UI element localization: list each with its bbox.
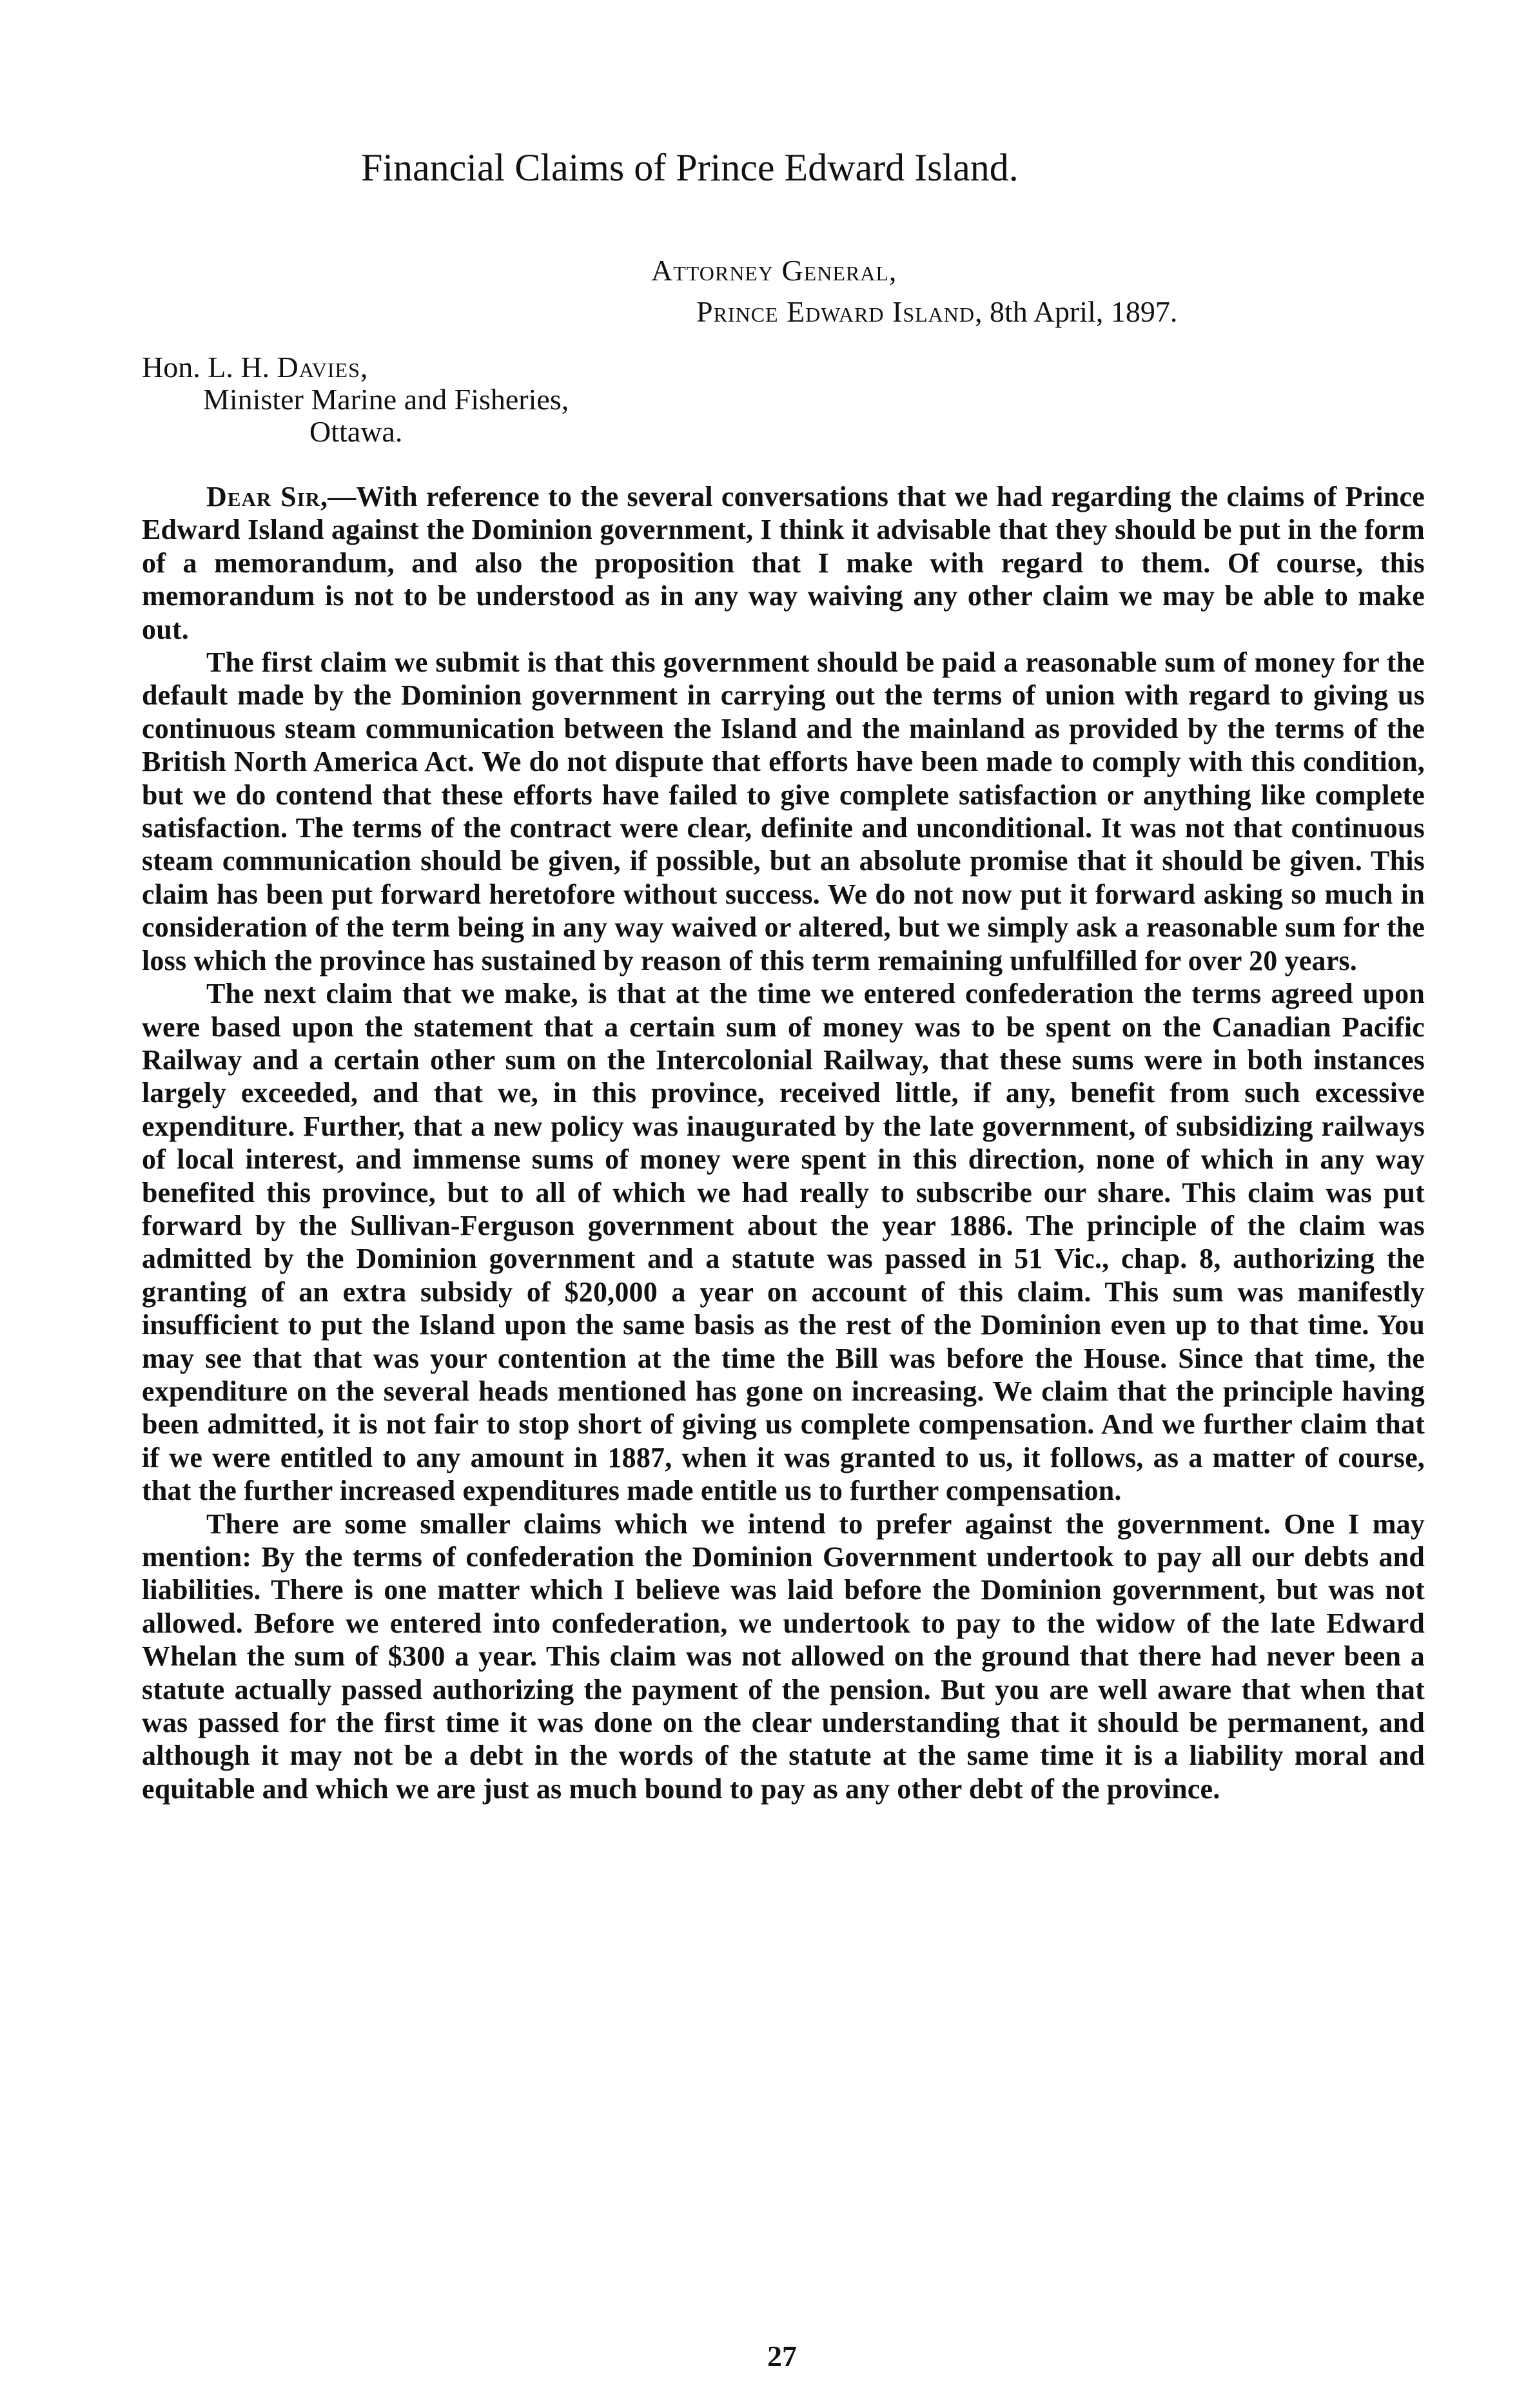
paragraph-4: There are some smaller claims which we intend to prefer against the government. One I may mention: By the terms of confederation the Dominion Government undertook to pay all our debts and liabilities. There is one matter which I believe was laid before the Dominion government, but was not allowed. Before we entered into confederation, we undertook to pay to the widow of the late Edward Whelan the sum of $300 a year. This claim was not allowed on the ground that there had never been a statute actually passed authorizing the payment of the pension. But you are well aware that when that was passed for the first time it was done on the clear understanding that it should be permanent, and although it may not be a debt in the words of the statute at the same time it is a liability moral and equitable and which we are just as much bound to pay as any other debt of the province. xyxy=(142,1508,1425,1805)
recipient-surname: Davies xyxy=(277,351,360,384)
recipient-block xyxy=(142,351,569,448)
document-title: Financial Claims of Prince Edward Island. xyxy=(361,146,1019,189)
sender-place-date xyxy=(651,291,1177,333)
recipient-title: Minister Marine and Fisheries, xyxy=(203,383,569,416)
paragraph-2: The first claim we submit is that this government should be paid a reasonable sum of money for the default made by the Dominion government in carrying out the terms of union with regard to giving us continuous steam communication between the Island and the mainland as provided by the terms of the British North America Act. We do not dispute that efforts have been made to comply with this condition, but we do contend that these efforts have failed to give complete satisfaction or anything like complete satisfaction. The terms of the contract were clear, definite and unconditional. It was not that continuous steam communication should be given, if possible, but an absolute promise that it should be given. This claim has been put forward heretofore without success. We do not now put it forward asking so much in consideration of the term being in any way waived or altered, but we simply ask a reasonable sum for the loss which the province has sustained by reason of this term remaining unfulfilled for over 20 years. xyxy=(142,646,1425,976)
sender-block xyxy=(651,250,1177,333)
salutation: Dear Sir xyxy=(206,481,321,512)
sender-office: Attorney General, xyxy=(651,254,897,287)
sender-date: , 8th April, 1897. xyxy=(975,295,1178,328)
paragraph-1-text: ,—With reference to the several conversations that we had regarding the claims of Prince Edward Island against the Dominion government, I think it advisable that they should be put in the form of a memorandum, and also the proposition that I make with regard to them. Of course, this memorandum is not to be understood as in any way waiving any other claim we may be able to make out. xyxy=(142,481,1425,645)
page-number: 27 xyxy=(767,2340,797,2373)
paragraph-1 xyxy=(142,480,1425,646)
recipient-name-suffix: , xyxy=(360,351,368,384)
recipient-name-prefix: Hon. L. H. xyxy=(142,351,277,384)
sender-place: Prince Edward Island xyxy=(696,295,975,328)
recipient-name xyxy=(142,351,569,384)
letter-body xyxy=(142,480,1425,1805)
recipient-city: Ottawa. xyxy=(309,415,403,448)
paragraph-3: The next claim that we make, is that at the time we entered confederation the terms agreed upon were based upon the statement that a certain sum of money was to be spent on the Canadian Pacific Railway and a certain other sum on the Intercolonial Railway, that these sums were in both instances largely exceeded, and that we, in this province, received little, if any, benefit from such excessive expenditure. Further, that a new policy was inaugurated by the late government, of subsidizing railways of local interest, and immense sums of money were spent in this direction, none of which in any way benefited this province, but to all of which we had really to subscribe our share. This claim was put forward by the Sullivan-Ferguson government about the year 1886. The principle of the claim was admitted by the Dominion government and a statute was passed in 51 Vic., chap. 8, authorizing the granting of an extra subsidy of $20,000 a year on account of this claim. This sum was manifestly insufficient to put the Island upon the same basis as the rest of the Dominion even up to that time. You may see that that was your contention at the time the Bill was before the House. Since that time, the expenditure on the several heads mentioned has gone on increasing. We claim that the principle having been admitted, it is not fair to stop short of giving us complete compensation. And we further claim that if we were entitled to any amount in 1887, when it was granted to us, it follows, as a matter of course, that the further increased expenditures made entitle us to further compensation. xyxy=(142,978,1425,1507)
